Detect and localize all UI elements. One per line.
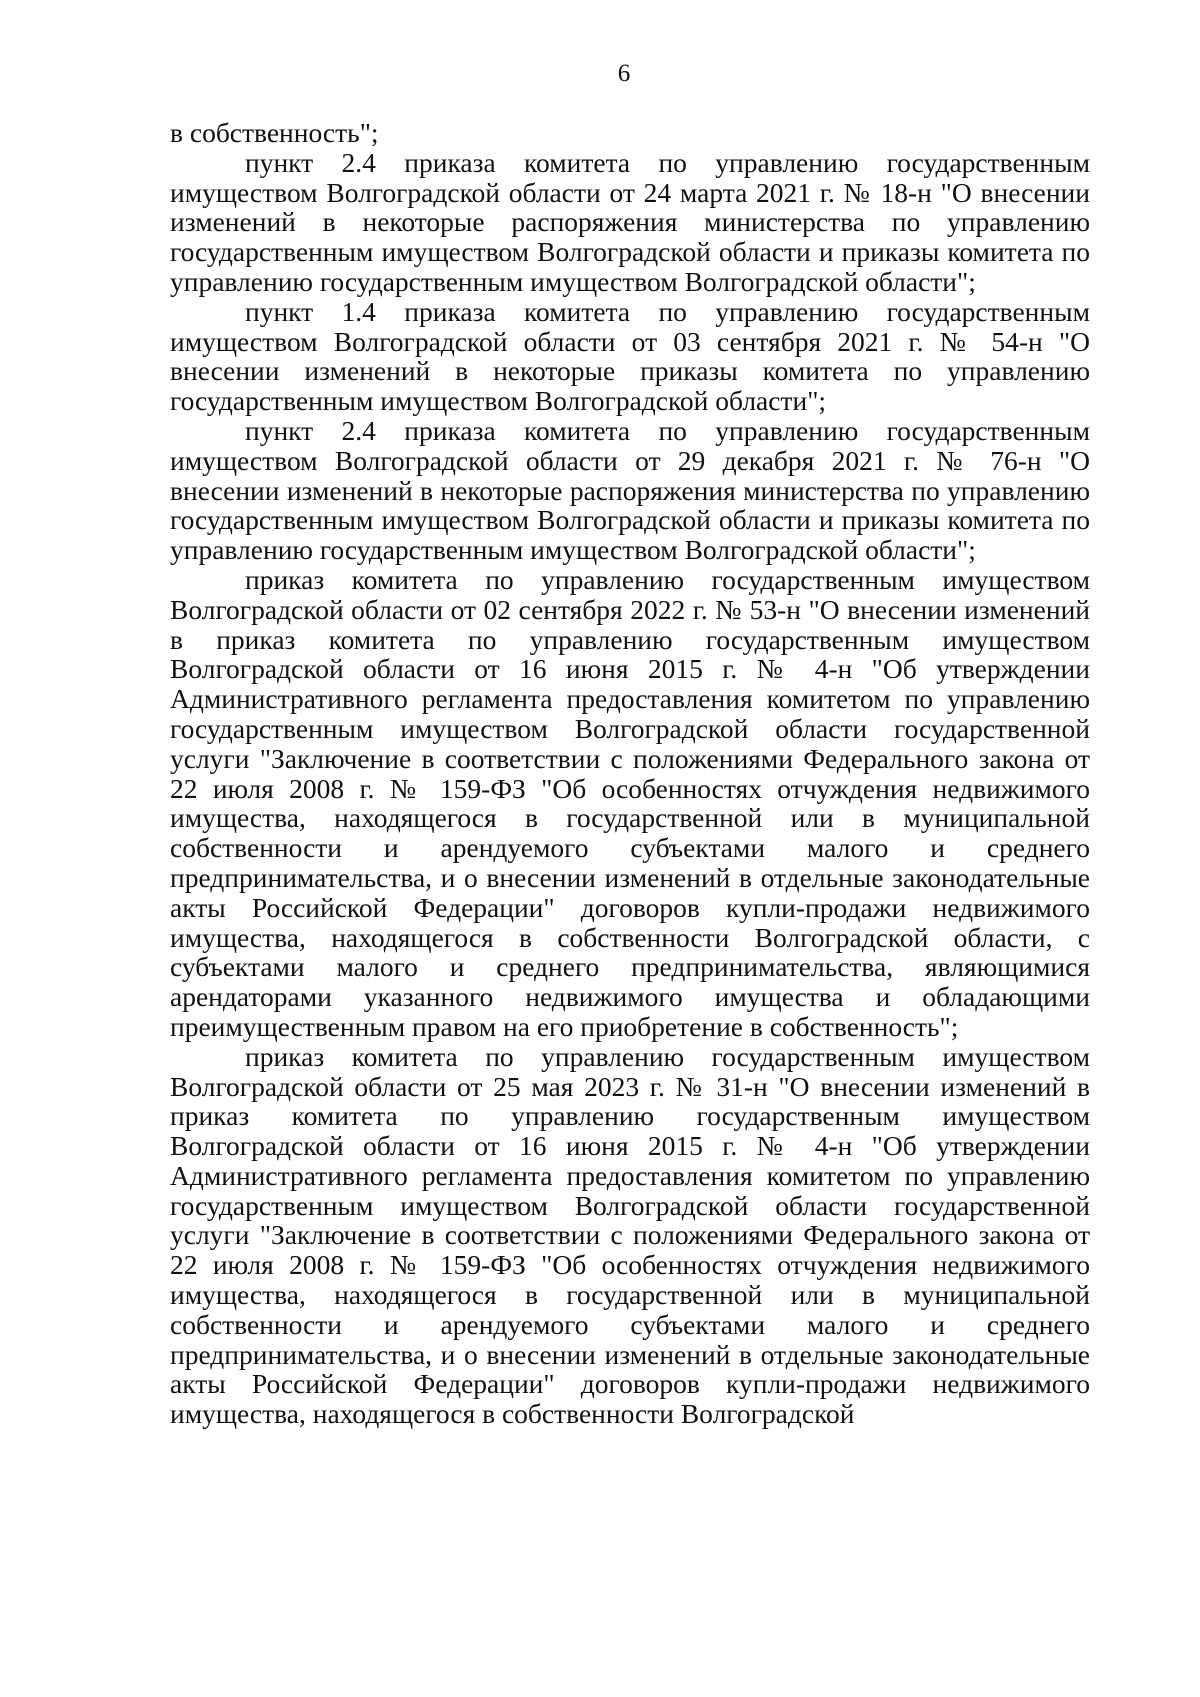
paragraph-item-2021-march: пункт 2.4 приказа комитета по управлению государственным имуществом Волгоградской области от 24 марта 2021 г. № 18-н "О внесении изменений в некоторые распоряжения министерства по управлению государственным имуществом Волгоградской области и приказы комитета по управлению государственным имуществом Волгоградской области"; <box>170 146 1090 297</box>
paragraph-item-2023-may: приказ комитета по управлению государственным имуществом Волгоградской области от 25 мая 2023 г. № 31-н "О внесении изменений в приказ комитета по управлению государственным имуществом Волгоградской области от 16 июня 2015 г. № 4-н "Об утверждении Административного регламента предоставления комитетом по управлению государственным имуществом Волгоградской области государственной услуги "Заключение в соответствии с положениями Федерального закона от 22 июля 2008 г. № 159-ФЗ "Об особенностях отчуждения недвижимого имущества, находящегося в государственной или в муниципальной собственности и арендуемого субъектами малого и среднего предпринимательства, и о внесении изменений в отдельные законодательные акты Российской Федерации" договоров купли-продажи недвижимого имущества, находящегося в собственности Волгоградской <box>170 1040 1090 1430</box>
paragraph-continuation: в собственность"; <box>170 117 379 148</box>
paragraph-item-2021-december: пункт 2.4 приказа комитета по управлению государственным имуществом Волгоградской области от 29 декабря 2021 г. № 76-н "О внесении изменений в некоторые распоряжения министерства по управлению государственным имуществом Волгоградской области и приказы комитета по управлению государственным имуществом Волгоградской области"; <box>170 414 1090 566</box>
paragraph-item-2022-september: приказ комитета по управлению государственным имуществом Волгоградской области от 02 сентября 2022 г. № 53-н "О внесении изменений в приказ комитета по управлению государственным имуществом Волгоградской области от 16 июня 2015 г. № 4-н "Об утверждении Административного регламента предоставления комитетом по управлению государственным имуществом Волгоградской области государственной услуги "Заключение в соответствии с положениями Федерального закона от 22 июля 2008 г. № 159-ФЗ "Об особенностях отчуждения недвижимого имущества, находящегося в государственной или в муниципальной собственности и арендуемого субъектами малого и среднего предпринимательства, и о внесении изменений в отдельные законодательные акты Российской Федерации" договоров купли-продажи недвижимого имущества, находящегося в собственности Волгоградской области, с субъектами малого и среднего предпринимательства, являющимися арендаторами указанного недвижимого имущества и обладающими преимущественным правом на его приобретение в собственность"; <box>170 563 1090 1042</box>
document-body <box>170 118 1090 1429</box>
paragraph-item-2021-september: пункт 1.4 приказа комитета по управлению государственным имуществом Волгоградской области от 03 сентября 2021 г. № 54-н "О внесении изменений в некоторые приказы комитета по управлению государственным имуществом Волгоградской области"; <box>170 295 1090 417</box>
page-number: 6 <box>617 60 631 87</box>
